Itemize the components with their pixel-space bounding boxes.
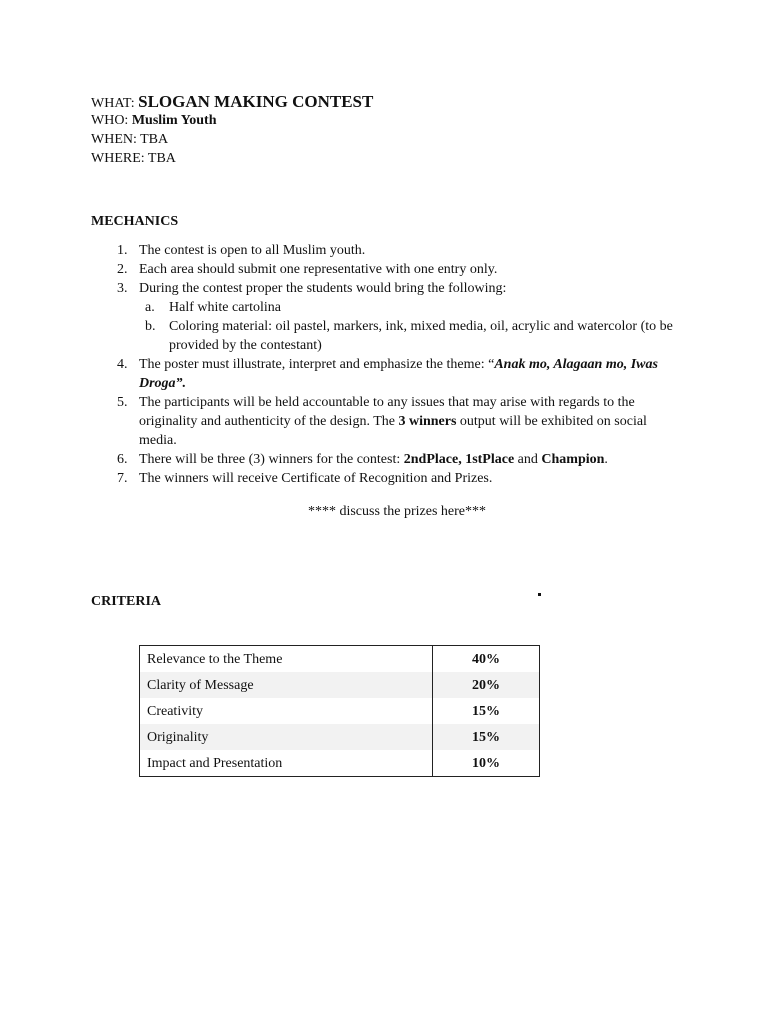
who-line	[91, 111, 691, 130]
criteria-table	[139, 645, 540, 777]
list-number: 1.	[117, 243, 128, 258]
criterion-label: Clarity of Message	[140, 672, 433, 698]
list-item	[91, 260, 681, 279]
champion-text: Champion	[541, 452, 605, 467]
list-item-text: The contest is open to all Muslim youth.	[139, 243, 366, 258]
list-item	[91, 355, 681, 393]
who-label: WHO:	[91, 113, 132, 128]
table-row	[140, 672, 540, 698]
sub-list	[139, 298, 681, 355]
list-item	[91, 393, 681, 450]
list-number: 3.	[117, 281, 128, 296]
criterion-label: Originality	[140, 724, 433, 750]
list-item-text: The participants will be held accountable to any issues that may arise with regards to the originality and authenticity of the design. The	[139, 395, 635, 429]
table-row	[140, 698, 540, 724]
stray-dot	[538, 593, 541, 596]
sub-list-text: Coloring material: oil pastel, markers, ink, mixed media, oil, acrylic and watercolor (to be provided by the contestant)	[169, 319, 673, 353]
criterion-label: Creativity	[147, 703, 203, 719]
winners-count: 3 winners	[398, 414, 457, 429]
list-item-text-end: .	[604, 452, 608, 467]
list-item-text: Each area should submit one representative with one entry only.	[139, 262, 498, 277]
contest-title: SLOGAN MAKING CONTEST	[138, 92, 374, 111]
table-row	[140, 646, 540, 673]
what-line	[91, 92, 691, 111]
list-item	[91, 469, 681, 488]
sub-list-letter: b.	[145, 319, 156, 334]
list-number: 4.	[117, 357, 128, 372]
list-item-text-end: output will be exhibited on social media.	[139, 414, 647, 448]
who-value: Muslim Youth	[131, 113, 217, 128]
when-line: WHEN: TBA	[91, 132, 169, 147]
list-number: 5.	[117, 395, 128, 410]
criterion-weight: 15%	[433, 724, 540, 750]
what-label: WHAT:	[91, 96, 139, 111]
list-item-text-mid: and	[514, 452, 542, 467]
sub-list-letter: a.	[145, 300, 155, 315]
list-item-text: During the contest proper the students would bring the following:	[139, 281, 507, 296]
event-header	[91, 92, 691, 168]
table-row	[140, 724, 540, 750]
list-item	[91, 279, 681, 355]
criteria-heading: CRITERIA	[91, 594, 162, 609]
sub-list-item	[139, 298, 681, 317]
theme-text: Anak mo, Alagaan mo, Iwas Droga”.	[139, 357, 658, 391]
list-number: 2.	[117, 262, 128, 277]
table-row	[140, 750, 540, 777]
criterion-weight: 10%	[433, 750, 540, 777]
criterion-weight: 15%	[433, 698, 540, 724]
list-item-text: The winners will receive Certificate of Recognition and Prizes.	[139, 471, 493, 486]
criterion-label: Impact and Presentation	[147, 755, 283, 771]
criterion-label: Relevance to the Theme	[147, 651, 283, 667]
list-number: 6.	[117, 452, 128, 467]
mechanics-heading: MECHANICS	[91, 214, 179, 229]
list-item-text: There will be three (3) winners for the contest:	[139, 452, 404, 467]
where-line: WHERE: TBA	[91, 151, 176, 166]
list-item-text: The poster must illustrate, interpret and emphasize the theme: “	[139, 357, 495, 372]
mechanics-list	[91, 241, 681, 488]
sub-list-text: Half white cartolina	[169, 300, 281, 315]
list-number: 7.	[117, 471, 128, 486]
places-text: 2ndPlace, 1stPlace	[403, 452, 515, 467]
list-item	[91, 450, 681, 469]
criterion-weight: 40%	[433, 646, 540, 673]
prizes-note: **** discuss the prizes here***	[307, 504, 487, 519]
criterion-weight: 20%	[433, 672, 540, 698]
list-item	[91, 241, 681, 260]
sub-list-item	[139, 317, 681, 355]
